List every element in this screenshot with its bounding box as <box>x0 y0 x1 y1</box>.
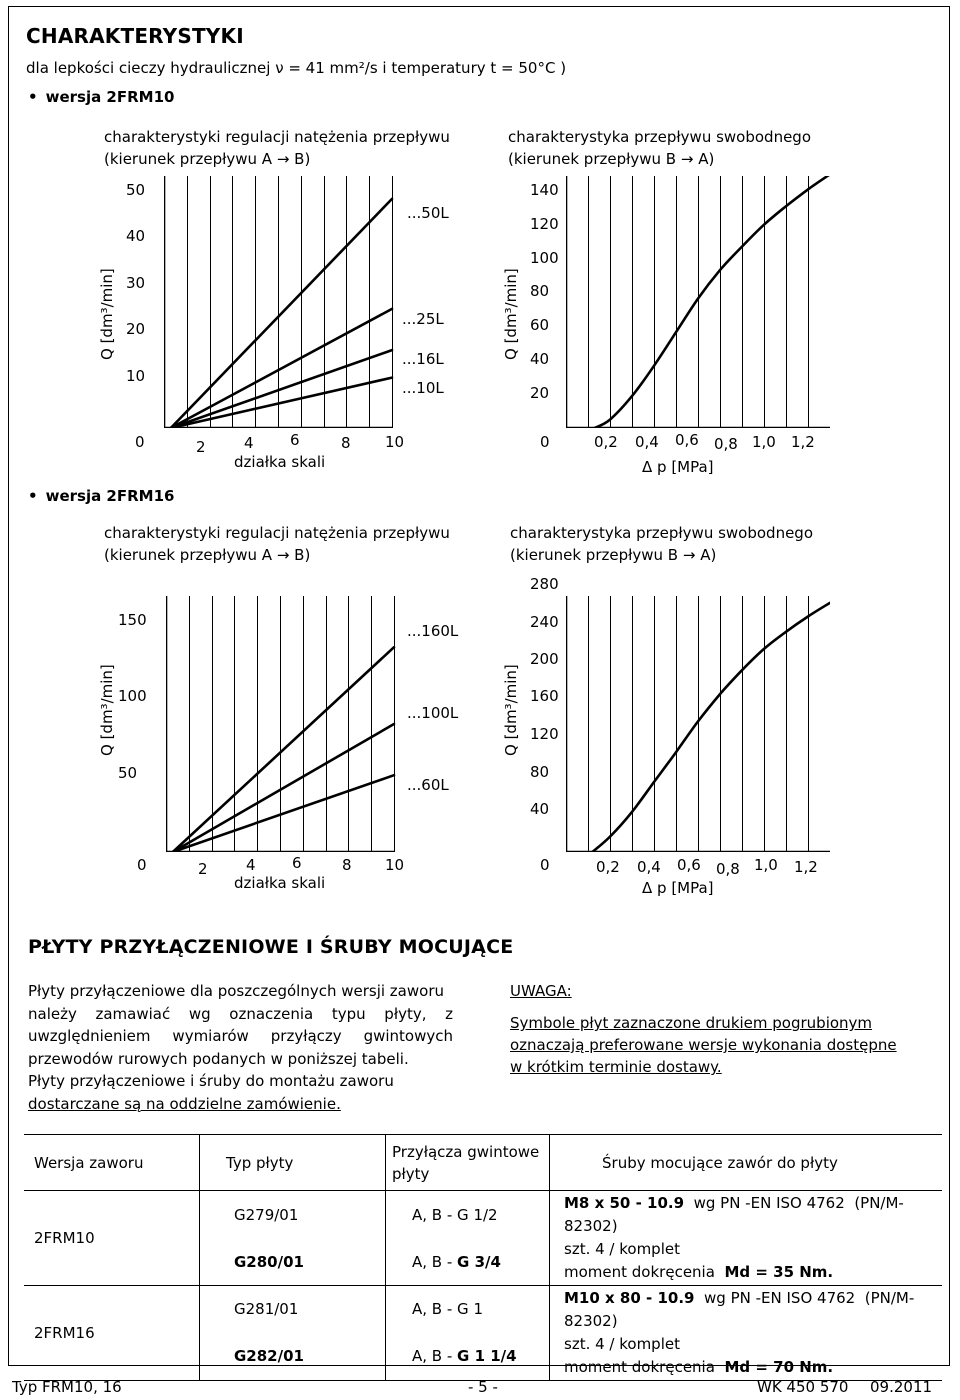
c3-y-tick: 100 <box>118 687 147 705</box>
thread-prefix: A, B - <box>412 1346 458 1365</box>
bolt-standard: wg PN -EN ISO 4762 <box>693 1194 845 1212</box>
c2-x-tick: 0,2 <box>594 433 618 451</box>
note-line: oznaczają preferowane wersje wykonania dostępne <box>510 1036 897 1054</box>
thread-prefix: A, B - <box>412 1299 458 1318</box>
c1-series-line <box>171 378 392 428</box>
chart1-title <box>104 126 450 170</box>
chart4-x-axis-label: Δ p [MPa] <box>642 879 714 897</box>
c2-x-tick: 0,8 <box>714 435 738 453</box>
thread-cell <box>386 1286 550 1332</box>
plate-type-cell: G281/01 <box>234 1299 299 1318</box>
chart3-title-line2: (kierunek przepływu A → B) <box>104 546 311 564</box>
c4-y-tick: 160 <box>530 687 559 705</box>
c4-x-tick: 1,0 <box>754 856 778 874</box>
c1-y-tick: 40 <box>126 227 146 245</box>
c4-x-tick: 0 <box>540 856 550 874</box>
chart3-y-axis-label: Q [dm³/min] <box>98 664 116 756</box>
c1-y-tick: 20 <box>126 320 146 338</box>
c3-x-tick: 2 <box>198 860 208 878</box>
c1-y-tick: 50 <box>126 181 146 199</box>
c3-series-label: ...160L <box>407 622 459 640</box>
c4-y-tick: 40 <box>530 800 550 818</box>
bolt-spec: M8 x 50 - 10.9 <box>564 1194 685 1212</box>
c4-series-line <box>592 603 830 852</box>
c4-y-tick: 200 <box>530 650 559 668</box>
footer-product: Typ FRM10, 16 <box>12 1378 122 1396</box>
header-threads-line1: Przyłącza gwintowe <box>392 1142 540 1161</box>
c1-x-tick: 0 <box>135 433 145 451</box>
c1-series-label: ...25L <box>402 310 444 328</box>
table-header-row <box>24 1135 942 1191</box>
torque-value: Md = 35 Nm. <box>724 1263 834 1281</box>
chart2-x-axis-label: Δ p [MPa] <box>642 458 714 476</box>
torque-value: Md = 70 Nm. <box>724 1358 834 1376</box>
c2-x-tick: 0,4 <box>635 433 659 451</box>
c1-series-line <box>171 309 392 428</box>
c1-series-label: ...50L <box>407 204 449 222</box>
c2-y-tick: 20 <box>530 384 550 402</box>
bolt-cell <box>550 1191 943 1286</box>
chart2-plot <box>566 176 830 428</box>
chart4-title-line2: (kierunek przepływu B → A) <box>510 546 717 564</box>
bolt-qty: szt. 4 / komplet <box>564 1335 680 1353</box>
c2-series-line <box>595 176 830 428</box>
c2-y-tick: 120 <box>530 215 559 233</box>
c2-y-tick: 80 <box>530 282 550 300</box>
chart1-title-line2: (kierunek przepływu A → B) <box>104 150 311 168</box>
plates-paragraph <box>28 980 453 1115</box>
c2-grid <box>566 176 830 428</box>
c2-x-tick: 1,0 <box>752 433 776 451</box>
chart2-title-line1: charakterystyka przepływu swobodnego <box>508 128 812 146</box>
c4-x-tick: 0,8 <box>716 860 740 878</box>
bolt-alt-standard: (PN/M-82302) <box>564 1194 904 1235</box>
footer-doc-code: WK 450 570 <box>757 1378 849 1396</box>
version-cell: 2FRM10 <box>24 1191 200 1286</box>
chart1-plot <box>164 176 394 428</box>
c1-x-tick: 4 <box>244 434 254 452</box>
c1-x-tick: 2 <box>196 438 206 456</box>
plate-type-cell: G282/01 <box>234 1346 304 1365</box>
conditions-text: dla lepkości cieczy hydraulicznej ν = 41 mm²/s i temperatury t = 50°C ) <box>26 59 567 77</box>
c1-y-tick: 10 <box>126 367 146 385</box>
c4-x-tick: 0,2 <box>596 858 620 876</box>
c2-x-tick: 1,2 <box>791 433 815 451</box>
note-line: Symbole płyt zaznaczone drukiem pogrubionym <box>510 1014 873 1032</box>
chart4-title <box>510 522 813 566</box>
c4-y-tick: 80 <box>530 763 550 781</box>
c4-grid <box>566 596 830 852</box>
chart2-title-line2: (kierunek przepływu B → A) <box>508 150 715 168</box>
bolt-cell <box>550 1286 943 1381</box>
note-title: UWAGA: <box>510 982 572 1000</box>
c3-x-tick: 8 <box>342 856 352 874</box>
c1-y-tick: 30 <box>126 274 146 292</box>
header-version: Wersja zaworu <box>24 1135 200 1191</box>
bolt-spec: M10 x 80 - 10.9 <box>564 1289 695 1307</box>
thread-size: G 3/4 <box>457 1252 501 1271</box>
chart2-y-axis-label: Q [dm³/min] <box>502 268 520 360</box>
plate-type-cell: G280/01 <box>234 1252 304 1271</box>
c3-x-tick: 4 <box>246 856 256 874</box>
header-threads-line2: płyty <box>392 1164 430 1183</box>
footer-date: 09.2011 <box>870 1378 933 1396</box>
thread-prefix: A, B - <box>412 1205 458 1224</box>
header-bolts: Śruby mocujące zawór do płyty <box>602 1153 838 1172</box>
c1-series-label: ...10L <box>402 379 444 397</box>
c1-series-line <box>171 199 392 428</box>
c3-series-line <box>173 647 394 852</box>
plates-para-line: należy zamawiać wg oznaczenia typu płyty, z <box>28 1004 453 1023</box>
bolt-standard: wg PN -EN ISO 4762 <box>704 1289 856 1307</box>
chart4-title-line1: charakterystyka przepływu swobodnego <box>510 524 814 542</box>
c2-x-tick: 0,6 <box>675 431 699 449</box>
c4-x-tick: 0,6 <box>677 856 701 874</box>
thread-size: G 1/2 <box>457 1205 498 1224</box>
header-threads <box>386 1135 550 1191</box>
c3-y-tick: 150 <box>118 611 147 629</box>
thread-cell <box>386 1332 550 1381</box>
c2-y-tick: 40 <box>530 350 550 368</box>
plates-para-line: Płyty przyłączeniowe dla poszczególnych wersji zaworu <box>28 982 444 1000</box>
c1-series-line <box>171 350 392 428</box>
table-row <box>24 1286 942 1332</box>
table-row <box>24 1191 942 1239</box>
plates-para-line: uwzględnieniem wymiarów przyłączy gwintowych <box>28 1027 453 1045</box>
c3-series-label: ...100L <box>407 704 459 722</box>
c1-x-tick: 6 <box>290 431 300 449</box>
chart3-plot <box>166 596 396 852</box>
plate-type-cell: G279/01 <box>234 1205 299 1224</box>
c3-x-tick: 6 <box>292 854 302 872</box>
c1-series-label: ...16L <box>402 350 444 368</box>
thread-cell <box>386 1191 550 1239</box>
c2-y-tick: 140 <box>530 181 559 199</box>
chart1-x-axis-label: działka skali <box>234 453 326 471</box>
c2-x-tick: 0 <box>540 433 550 451</box>
c3-x-tick: 0 <box>137 856 147 874</box>
torque-label: moment dokręcenia <box>564 1263 715 1281</box>
thread-size: G 1 1/4 <box>457 1346 517 1365</box>
note-box <box>510 980 897 1078</box>
chart1-title-line1: charakterystyki regulacji natężenia przepływu <box>104 128 450 146</box>
c3-series-label: ...60L <box>407 776 449 794</box>
c3-x-tick: 10 <box>385 856 405 874</box>
bolt-alt-standard: (PN/M-82302) <box>564 1289 915 1330</box>
chart3-x-axis-label: działka skali <box>234 874 326 892</box>
plates-para-line: dostarczane są na oddzielne zamówienie. <box>28 1094 341 1113</box>
plates-table <box>24 1134 942 1381</box>
torque-label: moment dokręcenia <box>564 1358 715 1376</box>
page-title: CHARAKTERYSTYKI <box>26 24 244 48</box>
thread-size: G 1 <box>457 1299 483 1318</box>
c2-y-tick: 60 <box>530 316 550 334</box>
version-cell: 2FRM16 <box>24 1286 200 1381</box>
footer-page-number: - 5 - <box>468 1378 498 1396</box>
note-line: w krótkim terminie dostawy. <box>510 1058 722 1076</box>
c4-x-tick: 0,4 <box>637 858 661 876</box>
thread-cell <box>386 1238 550 1286</box>
variant-2frm10-heading: • wersja 2FRM10 <box>28 88 174 106</box>
chart2-title <box>508 126 811 170</box>
c2-y-tick: 100 <box>530 249 559 267</box>
plates-para-line: Płyty przyłączeniowe i śruby do montażu zaworu <box>28 1072 394 1090</box>
chart4-plot <box>566 596 830 852</box>
c4-y-tick: 280 <box>530 575 559 593</box>
c3-y-tick: 50 <box>118 764 138 782</box>
bolt-qty: szt. 4 / komplet <box>564 1240 680 1258</box>
chart3-title <box>104 522 450 566</box>
c1-x-tick: 8 <box>341 434 351 452</box>
plates-heading: PŁYTY PRZYŁĄCZENIOWE I ŚRUBY MOCUJĄCE <box>28 936 514 958</box>
chart1-y-axis-label: Q [dm³/min] <box>98 268 116 360</box>
chart4-y-axis-label: Q [dm³/min] <box>502 664 520 756</box>
c4-x-tick: 1,2 <box>794 858 818 876</box>
variant-2frm16-heading: • wersja 2FRM16 <box>28 487 174 505</box>
plates-para-line: przewodów rurowych podanych w poniższej tabeli. <box>28 1049 409 1068</box>
thread-prefix: A, B - <box>412 1252 458 1271</box>
c4-y-tick: 240 <box>530 613 559 631</box>
c4-y-tick: 120 <box>530 725 559 743</box>
chart3-title-line1: charakterystyki regulacji natężenia przepływu <box>104 524 450 542</box>
header-plate-type: Typ płyty <box>226 1153 294 1172</box>
c1-x-tick: 10 <box>385 433 405 451</box>
